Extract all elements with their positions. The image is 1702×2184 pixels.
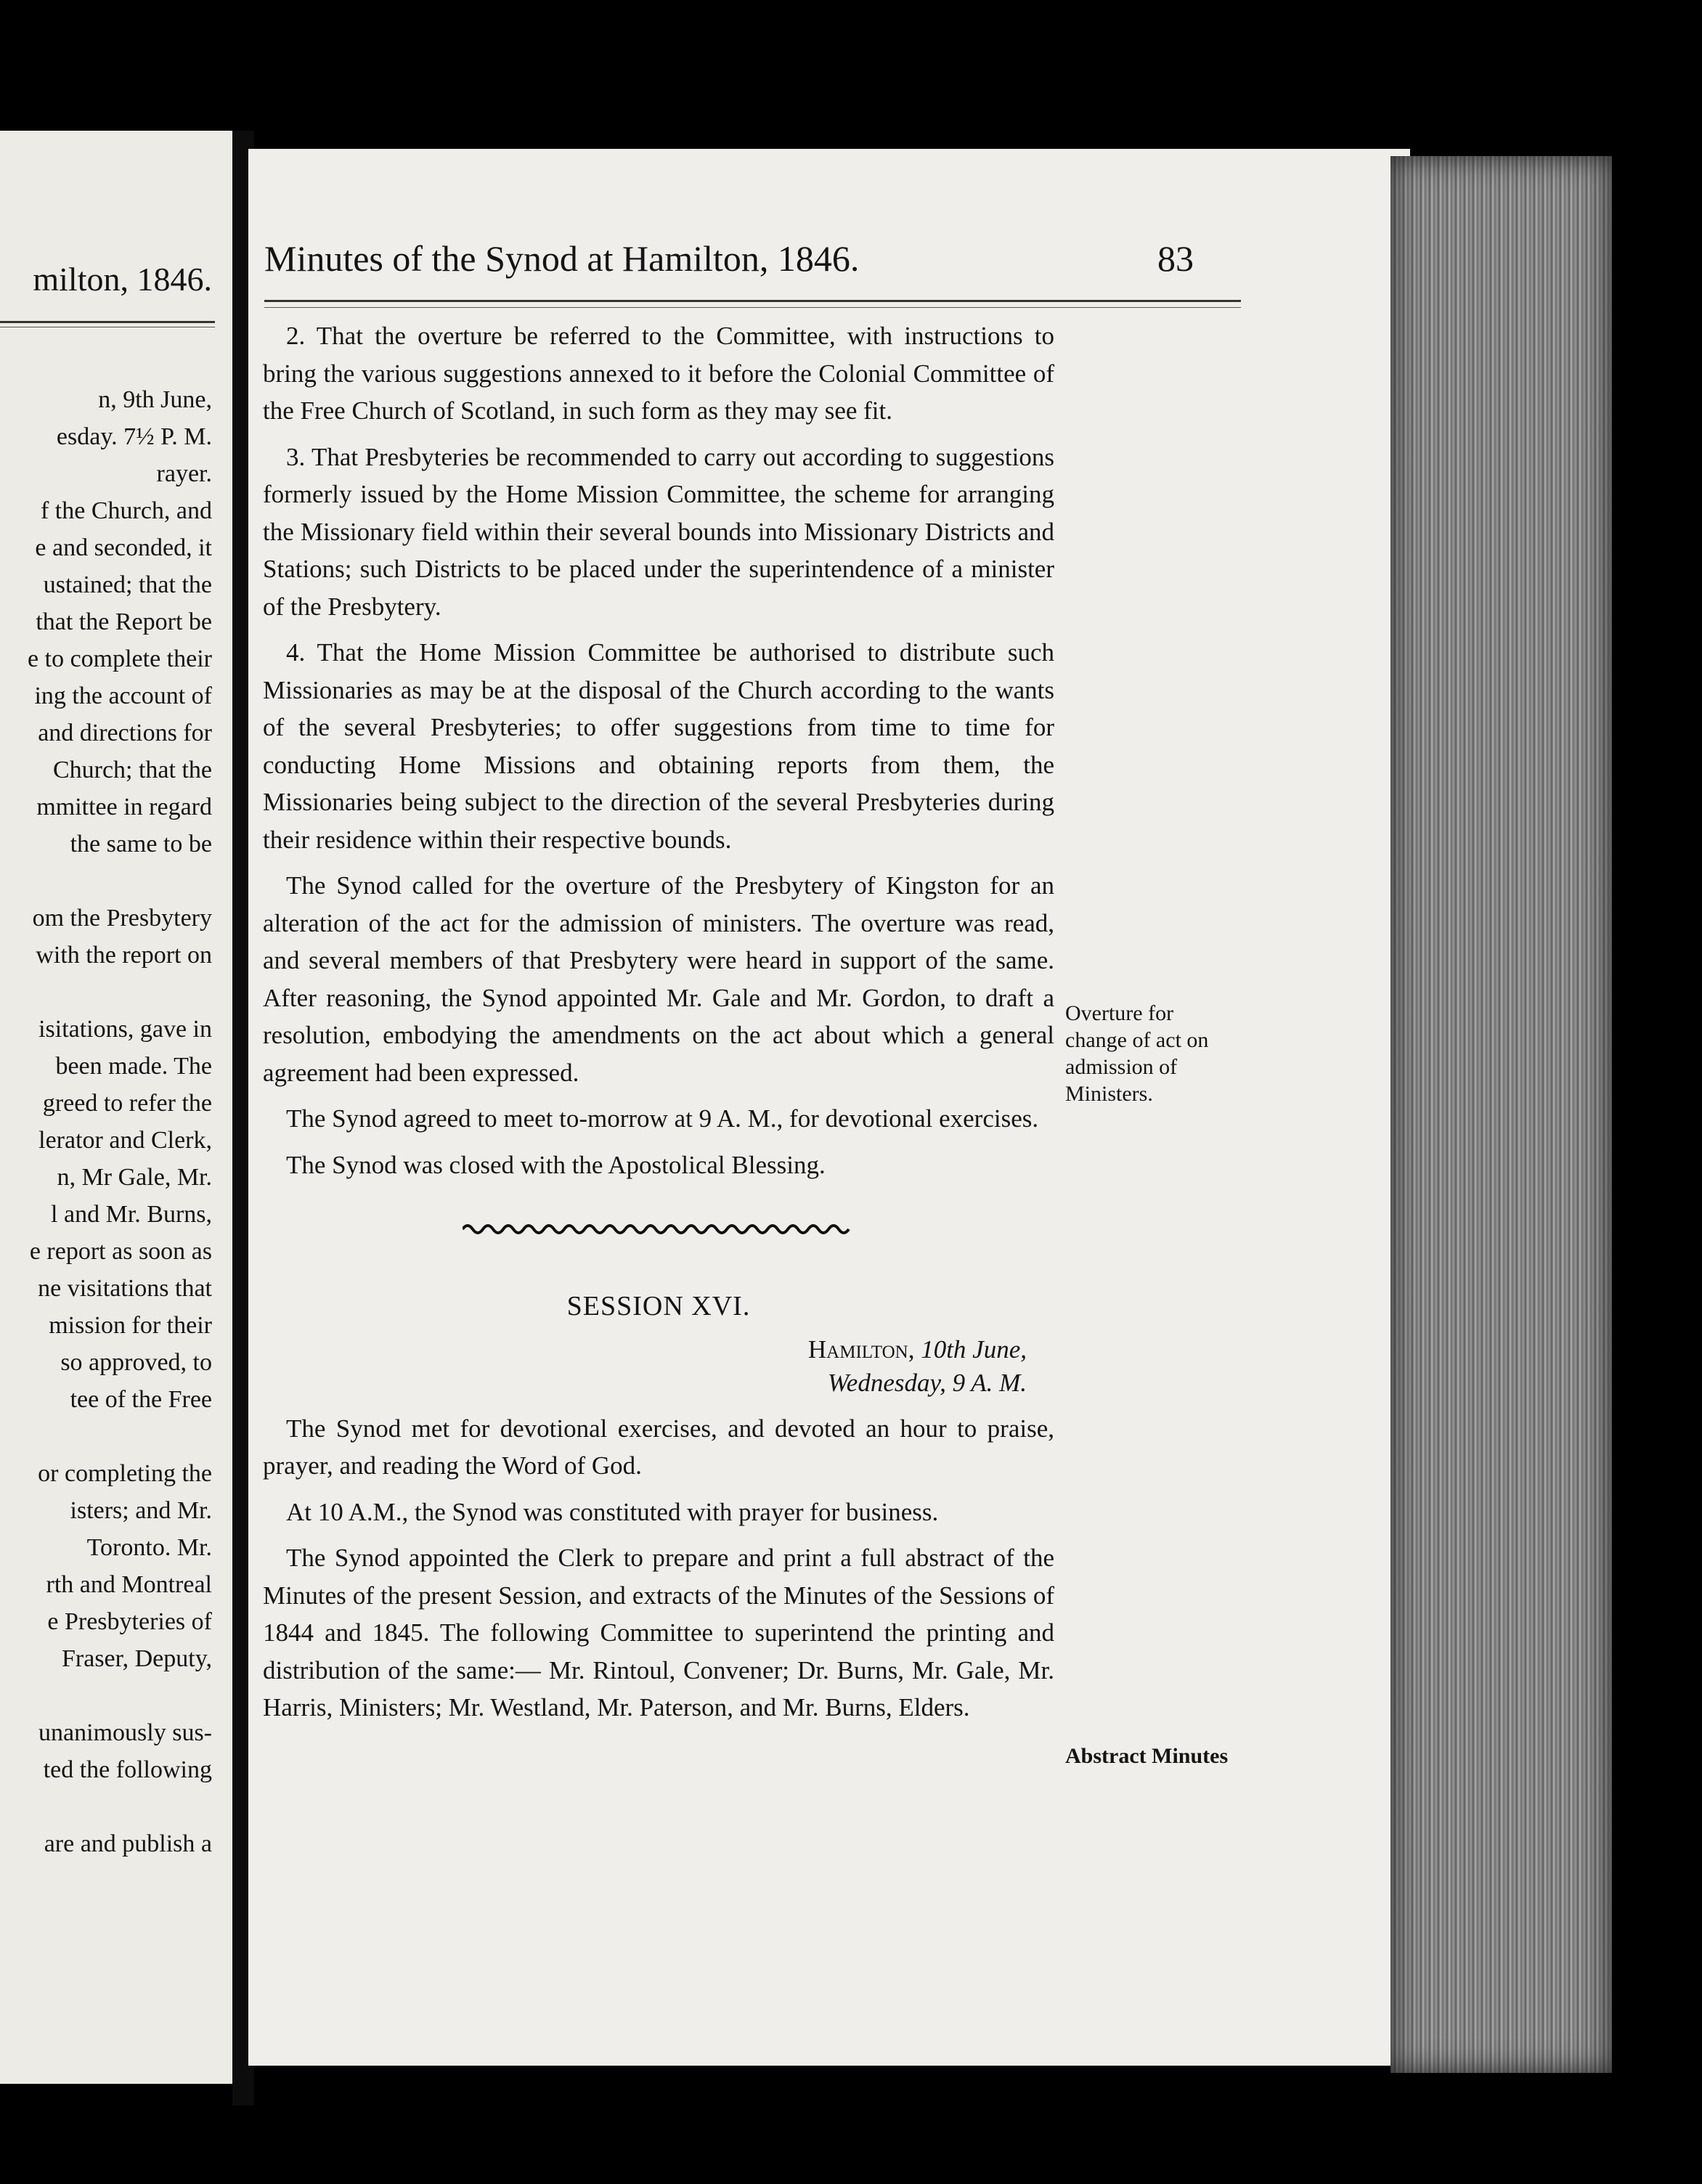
left-text-line (0, 1677, 212, 1714)
left-text-line: the same to be (70, 831, 212, 857)
paragraph-item-3: 3. That Presbyteries be recommended to carry out according to suggestions formerly issued by the Home Mission Committee, the scheme for arranging the Missionary field within their several bounds into Missionary Districts and Stations; such Districts to be placed under the superintendence of a minister of the Presbytery. (263, 442, 1054, 621)
running-head (264, 237, 1194, 280)
left-text-line: esday. 7½ P. M. (56, 423, 212, 450)
head-rule-thin (264, 307, 1241, 308)
left-text-line: f the Church, and (40, 497, 212, 524)
left-page (0, 131, 232, 2084)
dateline-time: Wednesday, 9 A. M. (827, 1368, 1027, 1397)
left-text-line: n, Mr Gale, Mr. (57, 1164, 212, 1191)
left-text-line: are and publish a (44, 1830, 212, 1857)
paragraph-item-4: 4. That the Home Mission Committee be authorised to distribute such Missionaries as may be at the disposal of the Church according to the wants of the several Presbyteries; to offer suggestions from time to time for conducting Home Missions and obtaining reports from them, the Missionaries being subject to the direction of the several Presbyteries during their residence within their respective bounds. (263, 638, 1054, 854)
left-text-line: ne visitations that (38, 1275, 212, 1302)
paragraph-closed: The Synod was closed with the Apostolical Blessing. (286, 1150, 826, 1179)
dateline (263, 1333, 1054, 1400)
left-text-line: Fraser, Deputy, (62, 1645, 212, 1672)
left-text-line: greed to refer the (42, 1090, 212, 1117)
margin-note-overture: Overture for change of act on admission of Ministers. (1065, 1001, 1209, 1106)
left-running-head: milton, 1846. (33, 261, 212, 298)
left-text-line: so approved, to (60, 1349, 212, 1376)
head-rule (264, 300, 1241, 302)
ornamental-wavy-rule (463, 1220, 855, 1239)
left-text-line (0, 863, 212, 900)
left-text-line (0, 974, 212, 1011)
left-text-line: mission for their (49, 1312, 212, 1339)
left-text-line: lerator and Clerk, (38, 1127, 212, 1154)
dateline-place: Hamilton, (807, 1335, 915, 1364)
left-text-line: e Presbyteries of (47, 1608, 212, 1635)
left-head-rule (0, 321, 215, 323)
left-text-line: Toronto. Mr. (86, 1534, 212, 1561)
left-text-line (0, 1418, 212, 1455)
left-text-line: ing the account of (34, 682, 212, 709)
left-text-line: om the Presbytery (32, 905, 212, 932)
left-text-line: with the report on (36, 942, 212, 969)
left-text-line: e report as soon as (29, 1238, 212, 1265)
left-text-line: been made. The (55, 1053, 212, 1080)
left-text-line: l and Mr. Burns, (51, 1201, 212, 1228)
left-text-line: e to complete their (28, 645, 212, 672)
paragraph-devotional: The Synod met for devotional exercises, and devoted an hour to praise, prayer, and reading the Word of God. (263, 1414, 1054, 1480)
book-page-edges (1390, 156, 1612, 2073)
left-text-line: rayer. (156, 460, 212, 487)
left-text-line: mmittee in regard (36, 794, 212, 820)
left-text-column (0, 381, 212, 1862)
left-text-line: or completing the (38, 1460, 212, 1487)
paragraph-overture: The Synod called for the overture of the Presbytery of Kingston for an alteration of the act for the admission of ministers. The overture was read, and several members of that Presbytery were heard in support of the same. After reasoning, the Synod appointed Mr. Gale and Mr. Gordon, to draft a resolution, embodying the amendments on the act about which a general agreement had been expressed. (263, 871, 1054, 1087)
paragraph-constituted: At 10 A.M., the Synod was constituted with prayer for business. (286, 1497, 939, 1526)
left-text-line: unanimously sus- (38, 1719, 212, 1746)
left-text-line: rth and Montreal (46, 1571, 212, 1598)
page-number: 83 (1157, 238, 1194, 279)
paragraph-item-2: 2. That the overture be referred to the Committee, with instructions to bring the various suggestions annexed to it before the Colonial Committee of the Free Church of Scotland, in such form as they may see fit. (263, 322, 1054, 425)
left-text-line: ustained; that the (43, 571, 212, 598)
left-text-line: and directions for (38, 720, 212, 746)
left-text-line: isters; and Mr. (70, 1497, 212, 1524)
right-page (248, 149, 1410, 2066)
body-text (263, 317, 1054, 1735)
left-text-line: e and seconded, it (35, 534, 212, 561)
left-text-line: Church; that the (52, 757, 212, 783)
left-text-line: n, 9th June, (98, 386, 212, 413)
left-text-line: that the Report be (36, 608, 212, 635)
margin-note-abstract: Abstract Minutes (1065, 1744, 1229, 1768)
left-text-line: tee of the Free (70, 1386, 212, 1413)
left-text-line (0, 1788, 212, 1825)
session-title: SESSION XVI. (566, 1291, 751, 1321)
left-text-line: isitations, gave in (38, 1016, 212, 1043)
dateline-date: 10th June, (921, 1335, 1027, 1364)
paragraph-abstract: The Synod appointed the Clerk to prepare and print a full abstract of the Minutes of the present Session, and extracts of the Minutes of the Sessions of 1844 and 1845. The following Committee to superintend the printing and distribution of the same:— Mr. Rintoul, Convener; Dr. Burns, Mr. Gale, Mr. Harris, Ministers; Mr. Westland, Mr. Paterson, and Mr. Burns, Elders. (263, 1544, 1054, 1721)
running-head-title: Minutes of the Synod at Hamilton, 1846. (264, 238, 860, 279)
left-text-line: ted the following (43, 1756, 212, 1783)
paragraph-meet-tomorrow: The Synod agreed to meet to-morrow at 9 A. M., for devotional exercises. (286, 1104, 1039, 1133)
